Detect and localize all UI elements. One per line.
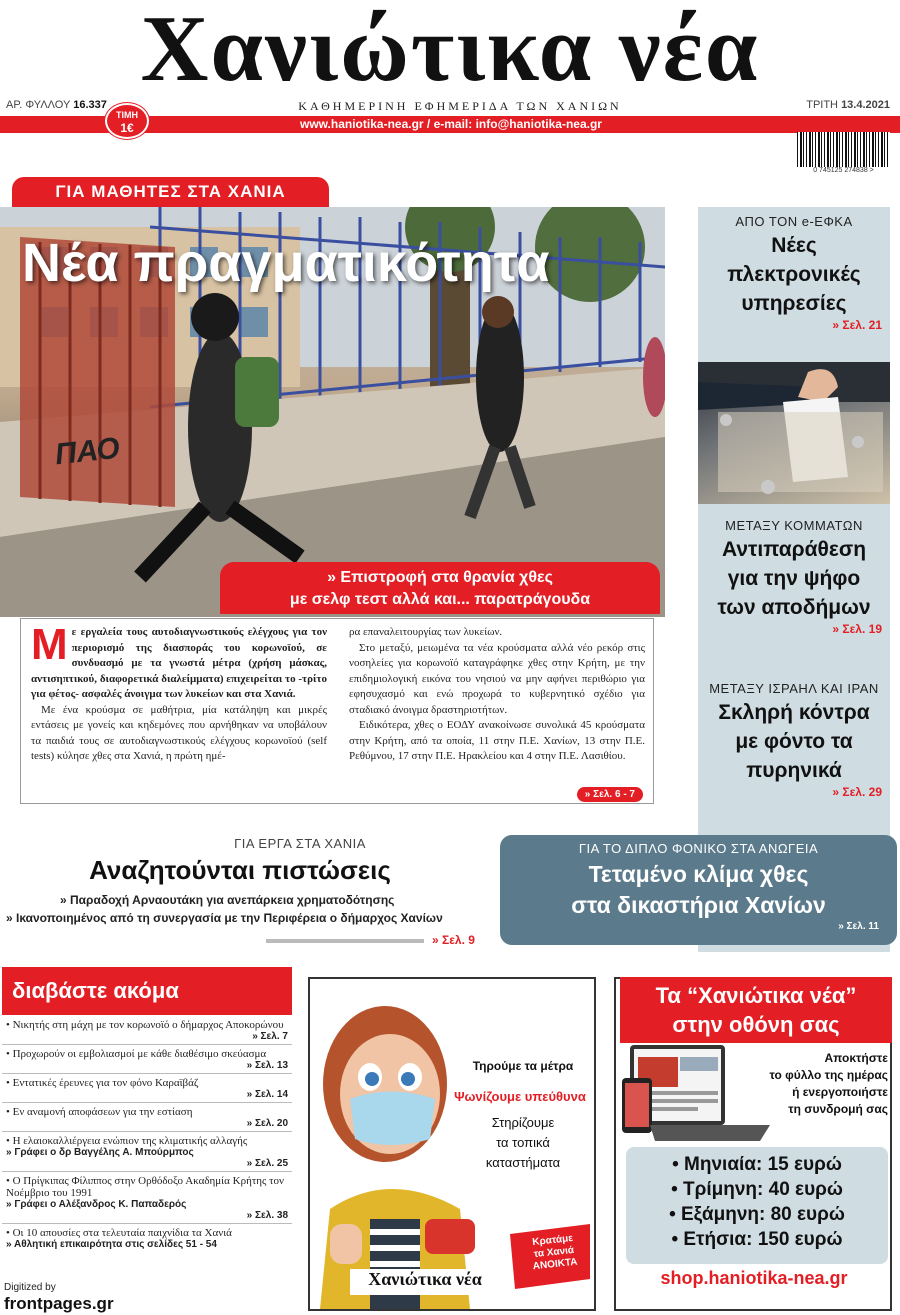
masthead-title: Χανιώτικα νέα (140, 0, 760, 101)
featured-headline-2[interactable]: στα δικαστήρια Χανίων (571, 892, 826, 918)
article-paragraph: ρα επαναλειτουργίας των λυκείων. (349, 626, 503, 638)
promo-headline (620, 977, 892, 1043)
ad-stamp-line-2: τα Χανιά (533, 1244, 575, 1261)
promo-text-4: τη συνδρομή σας (788, 1102, 888, 1116)
issue-label: ΑΡ. ΦΥΛΛΟΥ (6, 99, 71, 111)
lead-article (20, 618, 654, 804)
ad-stamp-line-3: ΑΝΟΙΚΤΑ (532, 1256, 579, 1273)
promo-text-2: το φύλλο της ημέρας (769, 1068, 888, 1082)
promo-headline-2: στην οθόνη σας (672, 1012, 840, 1037)
article-paragraph: Στο μεταξύ, μειωμένα τα νέα κρούσματα αλλά νέο ρεκόρ στις νοσηλείες για κορωνοϊό καταγράφηκε χθες στην Κρήτη, με την επιδημιολογική εικόνα του νησιού να μην αφήνει περιθώριο για εφησυχασμό και ενώ προχωρά το κυβερνητικό σχέδιο για σταδιακό άνοιγμα δραστηριοτήτων. (349, 641, 645, 716)
tagline: ΚΑΘΗΜΕΡΙΝΗ ΕΦΗΜΕΡΙΔΑ ΤΩΝ ΧΑΝΙΩΝ (298, 99, 622, 113)
lead-kicker: ΓΙΑ ΜΑΘΗΤΕΣ ΣΤΑ ΧΑΝΙΑ (12, 177, 329, 207)
lead-sub-line-1: » Επιστροφή στα θρανία χθες (327, 569, 553, 586)
sidebar-kicker: ΑΠΟ ΤΟΝ e-ΕΦΚΑ (735, 214, 853, 229)
sidebar-page-ref (698, 622, 890, 636)
sidebar-kicker: ΜΕΤΑΞΥ ΚΟΜΜΑΤΩΝ (725, 518, 863, 533)
list-item-author: » Αθλητική επικαιρότητα στις σελίδες 51 - 54 (6, 1239, 217, 1250)
sidebar-page-ref-label: » Σελ. 29 (832, 785, 882, 799)
sidebar-headline[interactable]: Νέες πλεκτρονικές υπηρεσίες (727, 234, 861, 315)
sidebar-story-2[interactable] (698, 518, 890, 636)
list-item-text[interactable]: • Εντατικές έρευνες για τον φόνο Καραϊβάζ (6, 1077, 199, 1089)
price-badge (105, 103, 149, 139)
read-more-list (2, 1016, 292, 1252)
list-item-text[interactable]: • Ο Πρίγκιπας Φίλιππος στην Ορθόδοξο Ακαδημία Κρήτης τον Νοέμβριο του 1991 (6, 1175, 285, 1199)
ad-line-3-b: τα τοπικά (496, 1135, 550, 1150)
ad-line-1: Τηρούμε τα μέτρα (472, 1059, 574, 1073)
lead-sub-line-2: με σελφ τεστ αλλά και... παρατράγουδα (289, 591, 591, 608)
subscription-plans[interactable] (626, 1147, 888, 1264)
ballot-photo (698, 362, 890, 504)
mid-kicker: ΓΙΑ ΕΡΓΑ ΣΤΑ ΧΑΝΙΑ (234, 836, 366, 851)
barcode-number: 0 745125 274838 > (797, 167, 890, 179)
price-label: ΤΙΜΗ (116, 110, 138, 120)
plan-quarterly[interactable]: • Τρίμηνη: 40 ευρώ (671, 1179, 843, 1200)
list-item-text[interactable]: • Προχωρούν οι εμβολιασμοί με κάθε διαθέσιμο σκεύασμα (6, 1048, 267, 1060)
plan-monthly[interactable]: • Μηνιαία: 15 ευρώ (672, 1154, 842, 1175)
mid-subheadline-1: » Παραδοχή Αρναουτάκη για ανεπάρκεια χρηματοδότησης (60, 893, 395, 907)
list-item[interactable] (2, 1132, 292, 1172)
list-item-ref: » Σελ. 38 (246, 1210, 288, 1221)
ad-line-3-c: καταστήματα (485, 1155, 561, 1170)
ad-line-3-a: Στηρίζουμε (491, 1115, 555, 1130)
ad-stamp-line-1: Κρατάμε (531, 1232, 574, 1249)
price-value: 1€ (120, 121, 134, 135)
list-item-ref: » Σελ. 25 (246, 1158, 288, 1169)
list-item[interactable] (2, 1224, 292, 1252)
ad-logo: Χανιώτικα νέα (350, 1269, 500, 1295)
lead-headline[interactable]: Νέα πραγματικότητα (22, 233, 550, 293)
ad-line-2: Ψωνίζουμε υπεύθυνα (454, 1089, 586, 1104)
article-paragraph: Ειδικότερα, χθες ο ΕΟΔΥ ανακοίνωσε συνολικά 45 κρούσματα στην Κρήτη, από τα οποία, 11 στην Π.Ε. Χανίων, 13 στην Π.Ε. Ρεθύμνου, 17 στην Π.Ε. Ηρακλείου και 4 στην Π.Ε. Λασιθίου. (349, 719, 645, 762)
issue-day: ΤΡΙΤΗ (806, 99, 838, 111)
list-item-ref: » Σελ. 20 (246, 1118, 288, 1129)
lead-page-ref-label[interactable]: » Σελ. 6 - 7 (577, 787, 643, 802)
lead-subheadline (220, 562, 660, 614)
ad-stamp (516, 1231, 591, 1274)
mid-subheadline-2: » Ικανοποιημένος από τη συνεργασία με την Περιφέρεια ο δήμαρχος Χανίων (6, 911, 443, 925)
list-item[interactable] (2, 1016, 292, 1045)
mid-page-ref-label: » Σελ. 9 (432, 933, 475, 947)
lead-paragraph (31, 620, 327, 703)
issue-number-value: 16.337 (73, 99, 107, 111)
ballot-illustration (698, 362, 890, 504)
list-item-text[interactable]: • Οι 10 απουσίες στα τελευταία παιχνίδια τα Χανιά (6, 1227, 232, 1239)
lead-text: ε εργαλεία τους αυτοδιαγνωστικούς ελέγχους για τον περιορισμό της διασποράς του κορωνοϊού, σε συνδυασμό με τα γνωστά μέτρα (χρήση μάσκας, αντισηπτικού, διαφορετικά διαλείμματα) επιχειρείται το -τρίτο για φέτος- ασφαλές άνοιγμα των λυκείων και στα Χανιά. (31, 626, 327, 700)
list-item-author: » Γράφει ο δρ Βαγγέλης Α. Μπούρμπος (6, 1147, 194, 1158)
sidebar-page-ref-label: » Σελ. 19 (832, 622, 882, 636)
promo-text (730, 1050, 888, 1118)
featured-page-ref: » Σελ. 11 (838, 921, 879, 932)
featured-story-box[interactable] (500, 835, 897, 945)
list-item[interactable] (2, 1074, 292, 1103)
featured-headline-1[interactable]: Τεταμένο κλίμα χθες (588, 861, 809, 887)
issue-number (6, 99, 107, 111)
plan-annual[interactable]: • Ετήσια: 150 ευρώ (671, 1229, 843, 1250)
read-more-title: διαβάστε ακόμα (2, 967, 292, 1015)
article-paragraph: Με ένα κρούσμα σε μαθήτρια, μία κατάληψη και μικρές εντάσεις με γονείς και κηδεμόνες που αρνήθηκαν να υποβάλουν τα παιδιά τους σε αυτοδιαγνωστικούς ελέγχους κορωνοϊού (self tests) κύλησε χθες στα Χανιά, η πρώτη ημέ- (31, 703, 327, 762)
list-item-text[interactable]: • Η ελαιοκαλλιέργεια ενώπιον της κλιματικής αλλαγής (6, 1135, 248, 1147)
sidebar-story-3[interactable] (698, 681, 890, 799)
promo-headline-1: Τα “Χανιώτικα νέα” (655, 983, 857, 1008)
contact-line[interactable]: www.haniotika-nea.gr / e-mail: info@haniotika-nea.gr (300, 117, 602, 131)
list-item-author: » Γράφει ο Αλέξανδρος Κ. Παπαδερός (6, 1199, 187, 1210)
promo-text-1: Αποκτήστε (824, 1051, 888, 1065)
sidebar-page-ref (698, 785, 890, 799)
lead-page-ref[interactable] (577, 787, 643, 803)
issue-date (806, 99, 890, 111)
list-item-ref: » Σελ. 7 (252, 1031, 288, 1042)
lead-article-col-2 (349, 625, 645, 765)
sidebar-headline[interactable]: Σκληρή κόντρα με φόντο τα πυρηνικά (718, 701, 870, 782)
issue-date-value: 13.4.2021 (841, 99, 890, 111)
list-item-text[interactable]: • Εν αναμονή αποφάσεων για την εστίαση (6, 1106, 193, 1118)
lead-article-col-1 (31, 620, 327, 765)
drop-cap: Μ (31, 620, 68, 669)
list-item-ref: » Σελ. 13 (246, 1060, 288, 1071)
list-item-text[interactable]: • Νικητής στη μάχη με τον κορωνοϊό ο δήμαρχος Αποκορώνου (6, 1019, 284, 1031)
list-item[interactable] (2, 1103, 292, 1132)
sidebar-page-ref (698, 318, 890, 332)
featured-kicker: ΓΙΑ ΤΟ ΔΙΠΛΟ ΦΟΝΙΚΟ ΣΤΑ ΑΝΩΓΕΙΑ (578, 841, 819, 856)
graffiti-text: ΠΑΟ (53, 431, 122, 472)
divider (266, 939, 424, 943)
list-item-ref: » Σελ. 14 (246, 1089, 288, 1100)
promo-text-3: ή ενεργοποιήστε (792, 1085, 888, 1099)
list-item[interactable] (2, 1045, 292, 1074)
plan-semiannual[interactable]: • Εξάμηνη: 80 ευρώ (669, 1204, 845, 1225)
sidebar-headline[interactable]: Αντιπαράθεση για την ψήφο των αποδήμων (717, 538, 871, 619)
watermark: frontpages.gr (4, 1294, 114, 1313)
shop-link[interactable]: shop.haniotika-nea.gr (660, 1268, 848, 1288)
ad-line-3 (468, 1113, 578, 1173)
list-item[interactable] (2, 1172, 292, 1224)
sidebar-page-ref-label: » Σελ. 21 (832, 318, 882, 332)
advertisement[interactable] (308, 977, 596, 1311)
mid-headline[interactable]: Αναζητούνται πιστώσεις (89, 855, 391, 885)
sidebar-kicker: ΜΕΤΑΞΥ ΙΣΡΑΗΛ ΚΑΙ ΙΡΑΝ (709, 681, 879, 696)
sidebar-story-1[interactable] (698, 214, 890, 332)
mid-page-ref (432, 933, 475, 947)
digitized-by: Digitized by (4, 1282, 56, 1293)
